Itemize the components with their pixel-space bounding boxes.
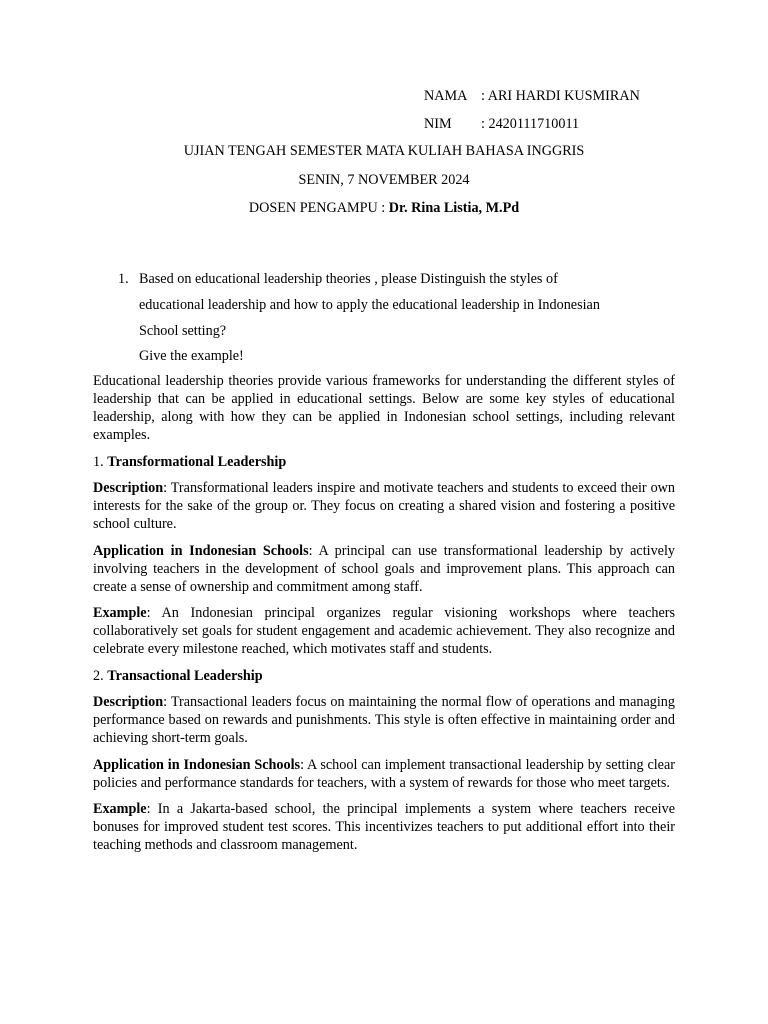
application-label: Application in Indonesian Schools <box>93 756 301 773</box>
application-text: : A principal can use transformational leadership by actively involving teachers in the development of school goals and improvement plans. This approach can create a sense of ownership and commitment among staff. <box>93 542 675 595</box>
section-application <box>93 542 675 596</box>
name-value: : ARI HARDI KUSMIRAN <box>481 88 640 104</box>
question-line: Give the example! <box>139 348 244 364</box>
nim-value: : 2420111710011 <box>481 116 580 132</box>
example-label: Example <box>93 801 147 817</box>
answer-body <box>93 372 675 863</box>
question-line: educational leadership and how to apply the educational leadership in Indonesian <box>139 297 600 313</box>
question-number: 1. <box>118 271 129 287</box>
example-text: : In a Jakarta-based school, the principal implements a system where teachers receive bonuses for improved student test scores. This incentivizes teachers to put additional effort into their teaching methods and classroom management. <box>93 801 675 853</box>
exam-date: SENIN, 7 NOVEMBER 2024 <box>298 172 470 188</box>
section-example <box>93 800 675 854</box>
section-description <box>93 693 675 747</box>
name-label: NAMA <box>424 88 468 104</box>
section-number: 1. <box>93 453 108 470</box>
section-heading <box>93 667 675 685</box>
application-label: Application in Indonesian Schools <box>93 542 309 559</box>
section-heading <box>93 453 675 471</box>
question-line: Based on educational leadership theories , please Distinguish the styles of <box>139 271 558 287</box>
example-label: Example <box>93 605 147 621</box>
description-label: Description <box>93 694 164 710</box>
section-example <box>93 604 675 658</box>
description-text: : Transformational leaders inspire and motivate teachers and students to exceed their own interests for the sake of the group or. They focus on creating a shared vision and fostering a positive school culture. <box>93 480 675 532</box>
section-title: Transactional Leadership <box>107 667 263 684</box>
example-text: : An Indonesian principal organizes regular visioning workshops where teachers collaboratively set goals for student engagement and academic achievement. They also recognize and celebrate every milestone reached, which motivates staff and students. <box>93 605 675 657</box>
lecturer-line <box>0 200 768 217</box>
nim-label: NIM <box>424 116 452 132</box>
lecturer-label: DOSEN PENGAMPU : <box>248 200 389 216</box>
section-application <box>93 756 675 792</box>
question-line: School setting? <box>139 323 227 339</box>
exam-title: UJIAN TENGAH SEMESTER MATA KULIAH BAHASA INGGRIS <box>183 143 585 159</box>
section-description <box>93 479 675 533</box>
application-text: : A school can implement transactional leadership by setting clear policies and performance standards for teachers, with a system of rewards for those who meet targets. <box>93 756 675 791</box>
lecturer-name: Dr. Rina Listia, M.Pd <box>388 200 520 216</box>
answer-intro: Educational leadership theories provide various frameworks for understanding the different styles of leadership that can be applied in educational settings. Below are some key styles of educational leadership, along with how they can be applied in Indonesian school settings, including relevant examples. <box>93 373 675 443</box>
description-label: Description <box>93 480 164 496</box>
description-text: : Transactional leaders focus on maintaining the normal flow of operations and managing performance based on rewards and punishments. This style is often effective in maintaining order and achieving short-term goals. <box>93 694 675 746</box>
section-number: 2. <box>93 667 108 684</box>
section-title: Transformational Leadership <box>107 453 287 470</box>
